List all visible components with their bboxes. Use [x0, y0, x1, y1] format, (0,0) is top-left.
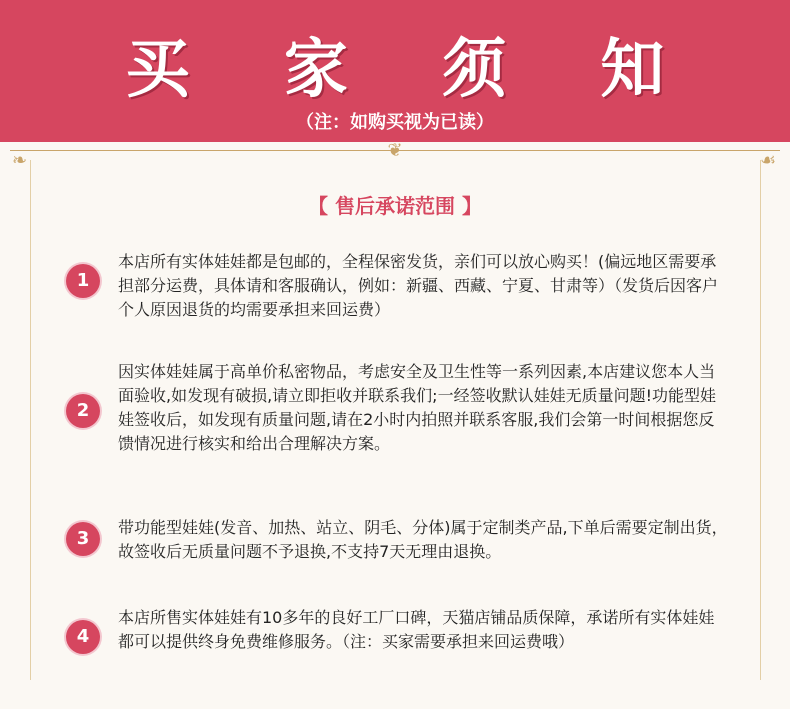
page-title: 买 家 须 知	[125, 33, 701, 107]
number-badge: 3	[66, 522, 100, 556]
number-badge: 2	[66, 394, 100, 428]
ornament-icon: ❦	[387, 140, 403, 161]
page-subtitle: （注：如购买视为已读）	[296, 112, 494, 133]
side-border	[760, 160, 761, 680]
item-text: 本店所售实体娃娃有10多年的良好工厂口碑，天猫店铺品质保障，承诺所有实体娃娃都可以提供终身免费维修服务。（注：买家需要承担来回运费哦）	[118, 608, 715, 651]
item-text: 带功能型娃娃(发音、加热、站立、阴毛、分体)属于定制类产品,下单后需要定制出货，故签收后无质量问题不予退换,不支持7天无理由退换。	[118, 518, 728, 561]
item-text: 本店所有实体娃娃都是包邮的，全程保密发货，亲们可以放心购买！(偏远地区需要承担部分运费，具体请和客服确认，例如：新疆、西藏、宁夏、甘肃等）（发货后因客户个人原因退货的均需要承担来回运费）	[118, 252, 719, 319]
number-badge: 4	[66, 620, 100, 654]
section-title: 【 售后承诺范围 】	[308, 194, 482, 218]
header-banner	[0, 0, 790, 142]
item-text: 因实体娃娃属于高单价私密物品，考虑安全及卫生性等一系列因素,本店建议您本人当面验收,如发现有破损,请立即拒收并联系我们;一经签收默认娃娃无质量问题!功能型娃娃签收后，如发现有质量问题,请在2小时内拍照并联系客服,我们会第一时间根据您反馈情况进行核实和给出合理解决方案。	[118, 362, 716, 453]
corner-ornament-icon: ☙	[760, 150, 777, 171]
number-badge: 1	[66, 264, 100, 298]
corner-ornament-icon: ❧	[12, 150, 28, 171]
side-border	[30, 160, 31, 680]
